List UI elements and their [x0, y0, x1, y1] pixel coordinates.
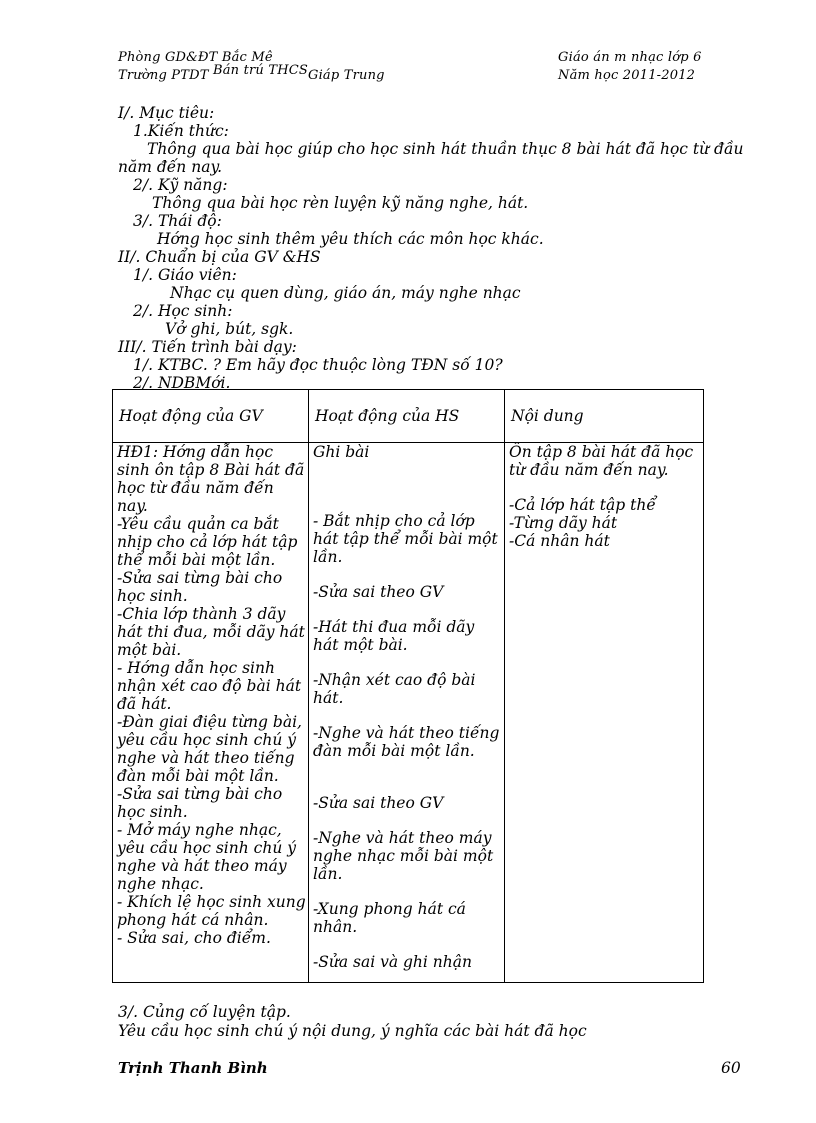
- hs-line: hát tập thể mỗi bài một: [313, 530, 498, 548]
- hs-line: -Xung phong hát cá: [313, 900, 466, 918]
- nd-cell: [505, 443, 704, 983]
- gv-line: - Khích lệ học sinh xung: [117, 893, 306, 911]
- subheading-student: 2/. Học sinh:: [133, 302, 233, 320]
- gv-line: nghe nhạc.: [117, 875, 204, 893]
- knowledge-text-1: Thông qua bài học giúp cho học sinh hát thuần thục 8 bài hát đã học từ đầu: [147, 140, 744, 158]
- gv-line: nhịp cho cả lớp hát tập: [117, 533, 298, 551]
- gv-line: một bài.: [117, 641, 182, 659]
- consolidation-text: Yêu cầu học sinh chú ý nội dung, ý nghĩa các bài hát đã học: [118, 1022, 587, 1040]
- hs-line: nghe nhạc mỗi bài một: [313, 847, 494, 865]
- attitude-text: Hớng học sinh thêm yêu thích các môn học khác.: [157, 230, 544, 248]
- nd-line: từ đầu năm đến nay.: [509, 461, 669, 479]
- header-school-name: [118, 63, 385, 83]
- gv-cell: [113, 443, 309, 983]
- heading-consolidation: 3/. Củng cố luyện tập.: [118, 1003, 291, 1021]
- hs-line: - Bắt nhịp cho cả lớp: [313, 512, 475, 530]
- header-school-name-b: Bán trú THCS: [212, 63, 308, 78]
- gv-line: sinh ôn tập 8 Bài hát đã: [117, 461, 305, 479]
- hs-line: -Nhận xét cao độ bài: [313, 671, 476, 689]
- knowledge-text-2: năm đến nay.: [118, 158, 223, 176]
- nd-line: -Cả lớp hát tập thể: [509, 496, 656, 514]
- nd-line: -Cá nhân hát: [509, 532, 610, 550]
- gv-line: đã hát.: [117, 695, 172, 713]
- hs-line: -Nghe và hát theo máy: [313, 829, 492, 847]
- gv-line: phong hát cá nhân.: [117, 911, 269, 929]
- table-row: [113, 443, 704, 983]
- table-header-gv: Hoạt động của GV: [113, 390, 309, 443]
- gv-line: -Đàn giai điệu từng bài,: [117, 713, 302, 731]
- gv-line: yêu cầu học sinh chú ý: [117, 839, 296, 857]
- table-header-nd: Nội dung: [505, 390, 704, 443]
- gv-line: học sinh.: [117, 803, 188, 821]
- gv-line: HĐ1: Hớng dẫn học: [117, 443, 274, 461]
- student-text: Vở ghi, bút, sgk.: [165, 320, 294, 338]
- page-number: 60: [721, 1059, 741, 1077]
- hs-line: -Sửa sai và ghi nhận: [313, 953, 472, 971]
- hs-line: Ghi bài: [313, 443, 370, 461]
- gv-line: đàn mỗi bài một lần.: [117, 767, 279, 785]
- hs-line: -Hát thi đua mỗi dãy: [313, 618, 475, 636]
- subheading-attitude: 3/. Thái độ:: [133, 212, 222, 230]
- gv-line: nhận xét cao độ bài hát: [117, 677, 302, 695]
- gv-line: - Mở máy nghe nhạc,: [117, 821, 282, 839]
- header-school-name-a: Trường PTDT: [118, 68, 209, 83]
- subheading-knowledge: 1.Kiến thức:: [133, 122, 229, 140]
- subheading-skills: 2/. Kỹ năng:: [133, 176, 228, 194]
- table-header-row: [113, 390, 704, 443]
- author-name: Trịnh Thanh Bình: [118, 1059, 268, 1077]
- header-school-name-c: Giáp Trung: [307, 68, 385, 83]
- header-subject: Giáo án m nhạc lớp 6: [558, 50, 702, 65]
- gv-line: thể mỗi bài một lần.: [117, 551, 276, 569]
- procedure-check: 1/. KTBC. ? Em hãy đọc thuộc lòng TĐN số 10?: [133, 356, 503, 374]
- gv-line: -Sửa sai từng bài cho: [117, 569, 283, 587]
- gv-line: nghe và hát theo máy: [117, 857, 287, 875]
- hs-line: -Sửa sai theo GV: [313, 794, 444, 812]
- hs-line: nhân.: [313, 918, 358, 936]
- hs-line: -Nghe và hát theo tiếng: [313, 724, 500, 742]
- gv-line: học từ đầu năm đến: [117, 479, 274, 497]
- teacher-text: Nhạc cụ quen dùng, giáo án, máy nghe nhạc: [170, 284, 521, 302]
- gv-line: -Sửa sai từng bài cho: [117, 785, 283, 803]
- hs-line: lần.: [313, 548, 343, 566]
- heading-procedure: III/. Tiến trình bài dạy:: [118, 338, 297, 356]
- skills-text: Thông qua bài học rèn luyện kỹ năng nghe, hát.: [152, 194, 529, 212]
- gv-line: - Hớng dẫn học sinh: [117, 659, 275, 677]
- hs-cell: [309, 443, 505, 983]
- table-header-hs: Hoạt động của HS: [309, 390, 505, 443]
- gv-line: -Chia lớp thành 3 dãy: [117, 605, 286, 623]
- nd-line: -Từng dãy hát: [509, 514, 618, 532]
- subheading-teacher: 1/. Giáo viên:: [133, 266, 237, 284]
- heading-preparation: II/. Chuẩn bị của GV &HS: [118, 248, 321, 266]
- gv-line: yêu cầu học sinh chú ý: [117, 731, 296, 749]
- hs-line: hát một bài.: [313, 636, 408, 654]
- gv-line: nghe và hát theo tiếng: [117, 749, 295, 767]
- procedure-new-content: 2/. NDBMới.: [133, 374, 231, 392]
- heading-objectives: I/. Mục tiêu:: [118, 104, 215, 122]
- hs-line: -Sửa sai theo GV: [313, 583, 444, 601]
- gv-line: nay.: [117, 497, 148, 515]
- header-school-office: Phòng GD&ĐT Bắc Mê: [118, 50, 273, 65]
- hs-line: lần.: [313, 865, 343, 883]
- hs-line: đàn mỗi bài một lần.: [313, 742, 475, 760]
- header-school-year: Năm học 2011-2012: [558, 68, 696, 83]
- hs-line: hát.: [313, 689, 344, 707]
- gv-line: hát thi đua, mỗi dãy hát: [117, 623, 305, 641]
- gv-line: -Yêu cầu quản ca bắt: [117, 515, 279, 533]
- gv-line: - Sửa sai, cho điểm.: [117, 929, 271, 947]
- nd-line: Ôn tập 8 bài hát đã học: [509, 443, 694, 461]
- lesson-table: [112, 389, 704, 983]
- gv-line: học sinh.: [117, 587, 188, 605]
